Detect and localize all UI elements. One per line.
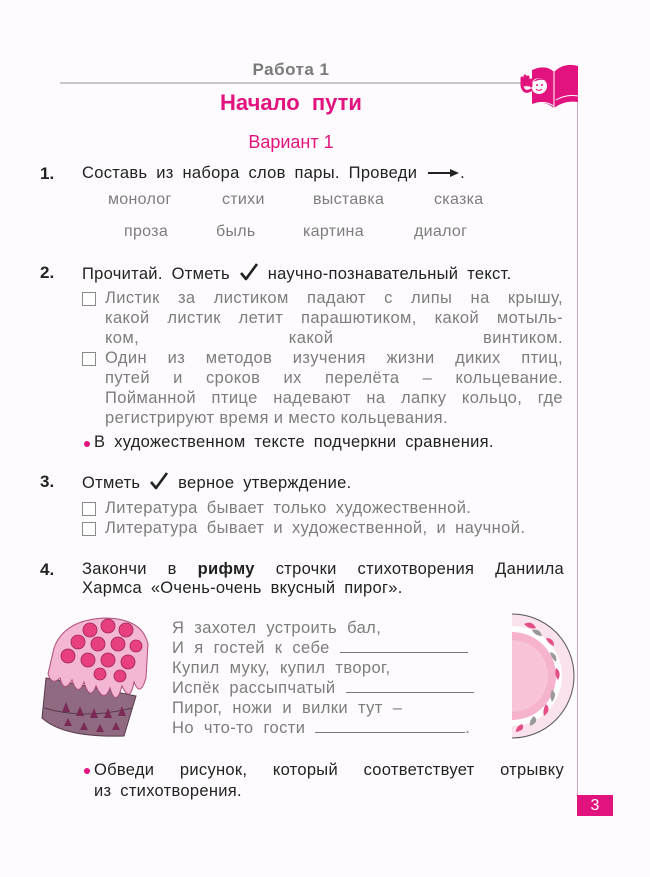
word-chip[interactable]: стихи — [222, 191, 265, 208]
option-text: Литература бывает и художественной, и научной. — [105, 519, 526, 537]
word-chip[interactable]: быль — [216, 223, 256, 240]
checkmark-icon — [149, 472, 169, 495]
cake-image[interactable] — [34, 608, 159, 748]
task-2-bullet: В художественном тексте подчеркни сравнения. — [94, 433, 494, 451]
checkmark-icon — [239, 263, 259, 286]
option-checkbox[interactable] — [82, 522, 96, 536]
option-text-2: Один из методов изучения жизни диких птиц, путей и сроков их перелёта – кольцевание. Пойманной птице надевают на лапку кольцо, где регистрируют время и место кольцевания. — [105, 349, 563, 427]
answer-blank[interactable] — [346, 692, 474, 693]
variant-label: Вариант 1 — [248, 132, 334, 152]
task-3-number: 3. — [40, 472, 55, 491]
word-chip[interactable]: проза — [124, 223, 169, 240]
task-1-prompt-text: Составь из набора слов пары. Проведи — [82, 164, 418, 182]
option-checkbox[interactable] — [82, 502, 96, 516]
poem-line: Я захотел устроить бал, — [172, 619, 382, 637]
plate-image[interactable] — [512, 608, 576, 744]
option-checkbox[interactable] — [82, 292, 96, 306]
task-2-number: 2. — [40, 263, 55, 282]
option-text: Литература бывает только художественной. — [105, 499, 472, 517]
poem-line: Купил муку, купил творог, — [172, 659, 391, 677]
task-3-prompt: Отметь верное утверждение. — [82, 472, 351, 495]
word-chip[interactable]: монолог — [108, 191, 172, 208]
work-label: Работа 1 — [252, 60, 330, 79]
task-4-number: 4. — [40, 560, 55, 579]
poem — [172, 618, 474, 738]
page-number: 3 — [577, 795, 613, 816]
word-chip[interactable]: сказка — [434, 191, 484, 208]
header-divider — [60, 82, 522, 84]
option-text-1: Листик за листиком падают с липы на крышу, какой листик летит парашютиком, какой мотыль- ком, какой винтиком. — [105, 289, 563, 347]
task-2-prompt: Прочитай. Отметь научно-познавательный текст. — [82, 263, 512, 286]
bullet-icon — [84, 768, 90, 774]
open-book-icon — [520, 60, 580, 110]
answer-blank[interactable] — [315, 732, 465, 733]
task-1-prompt: Составь из набора слов пары. Проведи . — [82, 164, 465, 182]
bullet-icon — [84, 441, 90, 447]
task-1-number: 1. — [40, 164, 55, 183]
task-4-prompt: Закончи в рифму строчки стихотворения Даниила Хармса «Очень-очень вкусный пирог». — [82, 560, 564, 597]
answer-blank[interactable] — [340, 652, 468, 653]
page-title: Начало пути — [220, 90, 362, 115]
task-4-bullet: Обведи рисунок, который соответствует отрывку из стихотворения. — [94, 761, 564, 800]
poem-line: Но что-то гости . — [172, 719, 471, 737]
option-checkbox[interactable] — [82, 352, 96, 366]
poem-line: Испёк рассыпчатый — [172, 678, 474, 698]
word-chip[interactable]: диалог — [414, 223, 468, 240]
arrow-right-icon — [426, 164, 460, 183]
poem-line: Пирог, ножи и вилки тут – — [172, 699, 403, 717]
margin-line — [577, 98, 578, 795]
word-chip[interactable]: картина — [303, 223, 364, 240]
poem-line: И я гостей к себе — [172, 638, 474, 658]
word-chip[interactable]: выставка — [313, 191, 385, 208]
